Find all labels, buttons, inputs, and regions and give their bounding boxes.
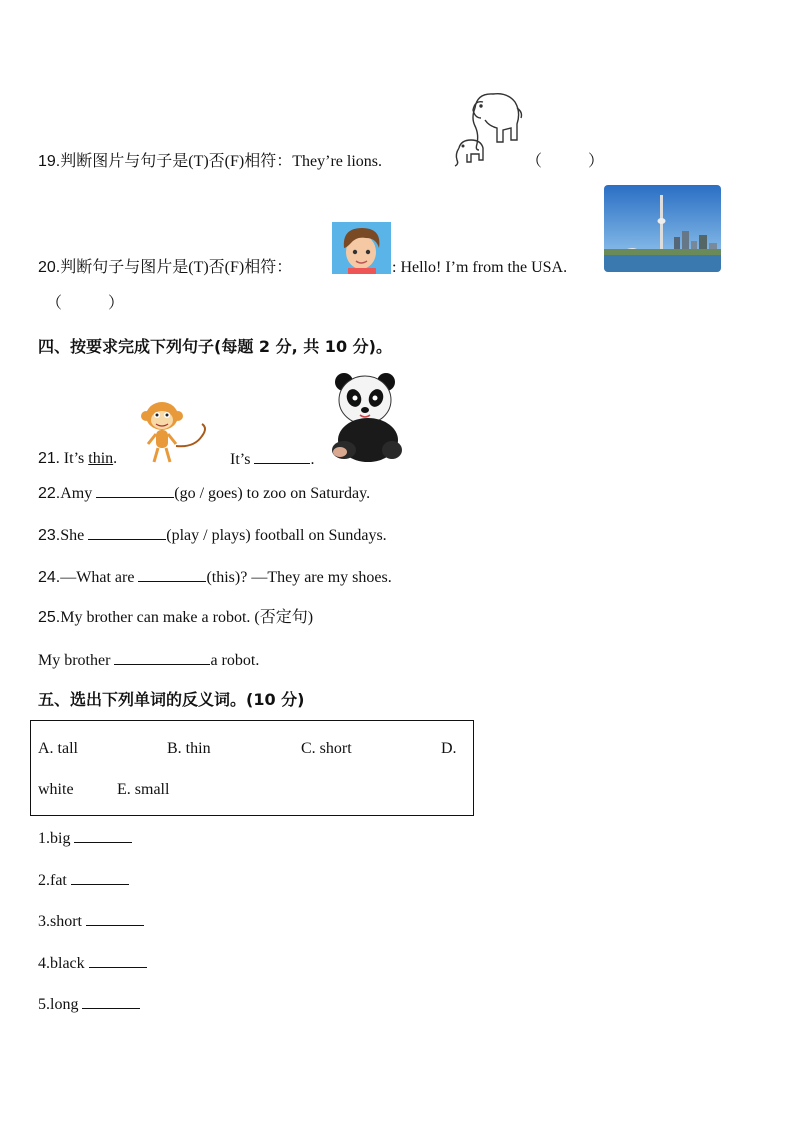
question-19 [38, 152, 382, 172]
options-box [30, 720, 474, 816]
question-25: 25.My brother can make a robot. (否定句) [38, 609, 314, 626]
option-b: B. thin [167, 740, 211, 757]
question-25-answer: My brother a robot. [38, 652, 260, 669]
option-c: C. short [301, 740, 352, 757]
answer-blank[interactable] [89, 953, 147, 968]
question-number: 20. [38, 259, 61, 276]
boy-avatar-image [332, 222, 391, 274]
answer-blank[interactable] [74, 828, 132, 843]
question-text: 判断图片与句子是(T)否(F)相符：They’re lions. [60, 153, 382, 170]
underlined-word: thin [88, 450, 114, 467]
answer-blank[interactable] [71, 870, 129, 885]
question-21-answer: It’s . [230, 451, 315, 468]
question-text: 判断句子与图片是(T)否(F)相符： [60, 259, 293, 276]
monkey-image [136, 398, 210, 464]
question-22: 22.Amy (go / goes) to zoo on Saturday. [38, 485, 371, 502]
panda-image [330, 370, 406, 464]
question-24: 24.—What are (this)? —They are my shoes. [38, 569, 392, 586]
option-d-word: white [38, 781, 74, 798]
antonym-item: 5.long [38, 994, 140, 1015]
option-a: A. tall [38, 740, 78, 757]
option-d: D. [441, 740, 457, 757]
section-5-heading: 五、选出下列单词的反义词。(10 分) [38, 690, 305, 709]
answer-parentheses-19[interactable]: （ ） [526, 153, 605, 170]
answer-blank[interactable] [88, 525, 166, 540]
question-23: 23.She (play / plays) football on Sundays. [38, 527, 387, 544]
elephant-image [445, 88, 523, 168]
question-number: 19. [38, 153, 61, 170]
question-20-sentence: : Hello! I’m from the USA. [392, 259, 568, 276]
answer-parentheses-20[interactable]: （ ） [46, 295, 125, 312]
answer-blank[interactable] [254, 449, 310, 464]
antonym-item: 4.black [38, 953, 147, 974]
answer-blank[interactable] [86, 911, 144, 926]
antonym-item: 2.fat [38, 870, 129, 891]
question-21: 21. It’s thin. [38, 450, 118, 467]
antonym-item: 3.short [38, 911, 144, 932]
answer-blank[interactable] [82, 994, 140, 1009]
answer-blank[interactable] [138, 567, 206, 582]
answer-blank[interactable] [96, 483, 174, 498]
question-20 [38, 258, 292, 278]
antonym-item: 1.big [38, 828, 132, 849]
option-e: E. small [117, 781, 170, 798]
section-4-heading: 四、按要求完成下列句子(每题 2 分, 共 10 分)。 [38, 337, 392, 356]
answer-blank[interactable] [114, 650, 210, 665]
toronto-skyline-image [604, 185, 721, 272]
